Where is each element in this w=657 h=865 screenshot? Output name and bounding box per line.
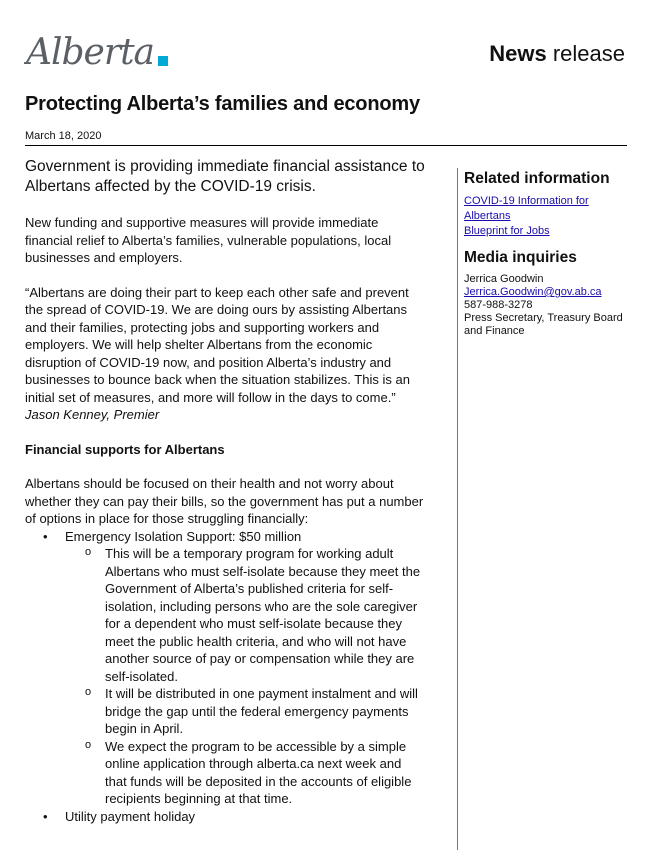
page-title: Protecting Alberta’s families and economy (25, 93, 420, 115)
list-item-label: Utility payment holiday (65, 808, 196, 824)
list-item (25, 528, 425, 808)
header-divider (25, 145, 627, 146)
lead-paragraph: Government is providing immediate financial assistance to Albertans affected by the COVID-19 crisis. (25, 158, 425, 195)
quote-attribution: Jason Kenney, Premier (25, 407, 160, 422)
section-intro: Albertans should be focused on their health and not worry about whether they can pay their bills, so the government has put a number of options in place for those struggling financially: (25, 476, 424, 526)
sub-list-item: o It will be distributed in one payment instalment and will bridge the gap until the federal emergency payments begin in April. (65, 685, 425, 738)
contact-email-link[interactable]: Jerrica.Goodwin@gov.ab.ca (464, 286, 602, 298)
sub-list-item: o We expect the program to be accessible by a simple online application through alberta.ca next week and that funds will be deposited in the accounts of eligible recipients beginning at that time. (65, 738, 425, 808)
contact-title: Press Secretary, Treasury Board and Finance (464, 312, 623, 337)
contact-phone: 587-988-3278 (464, 299, 533, 311)
link-covid-info[interactable]: COVID-19 Information for Albertans (464, 195, 589, 222)
main-content (25, 157, 425, 825)
list-item (25, 808, 425, 826)
related-info-heading: Related information (464, 170, 610, 187)
release-date: March 18, 2020 (25, 130, 102, 142)
alberta-logo-accent-square (158, 56, 168, 66)
list-item-label: Emergency Isolation Support: $50 million (65, 528, 302, 544)
contact-name: Jerrica Goodwin (464, 273, 544, 285)
alberta-logo (24, 22, 174, 74)
related-links (464, 194, 634, 239)
link-blueprint-for-jobs[interactable]: Blueprint for Jobs (464, 225, 550, 237)
alberta-logo-wordmark: Alberta (26, 32, 154, 73)
news-release-label (489, 41, 625, 67)
sidebar-divider (457, 168, 458, 850)
support-list (25, 528, 425, 826)
sub-list-item: o This will be a temporary program for working adult Albertans who must self-isolate because they meet the Government of Alberta’s published criteria for self-isolation, including persons who are the sole caregiver for a dependent who must self-isolate because they meet the public health criteria, and who will not have another source of pay or compensation while they are self-isolated. (65, 545, 425, 685)
media-inquiries-heading: Media inquiries (464, 249, 577, 266)
news-release-bold: News (489, 41, 547, 66)
sidebar (464, 170, 634, 338)
section-heading: Financial supports for Albertans (25, 441, 225, 457)
body-paragraph: New funding and supportive measures will provide immediate financial relief to Alberta’s families, vulnerable populations, local businesses and employers. (25, 215, 392, 265)
news-release-rest: release (546, 41, 625, 66)
sub-list (65, 545, 425, 808)
premier-quote: “Albertans are doing their part to keep each other safe and prevent the spread of COVID-19. We are doing ours by assisting Albertans and their families, protecting jobs and supporting workers and employers. We will help shelter Albertans from the economic disruption of COVID-19 now, and position Alberta’s industry and businesses to bounce back when the situation stabilizes. This is an initial set of measures, and more will follow in the days to come.” (25, 284, 410, 405)
